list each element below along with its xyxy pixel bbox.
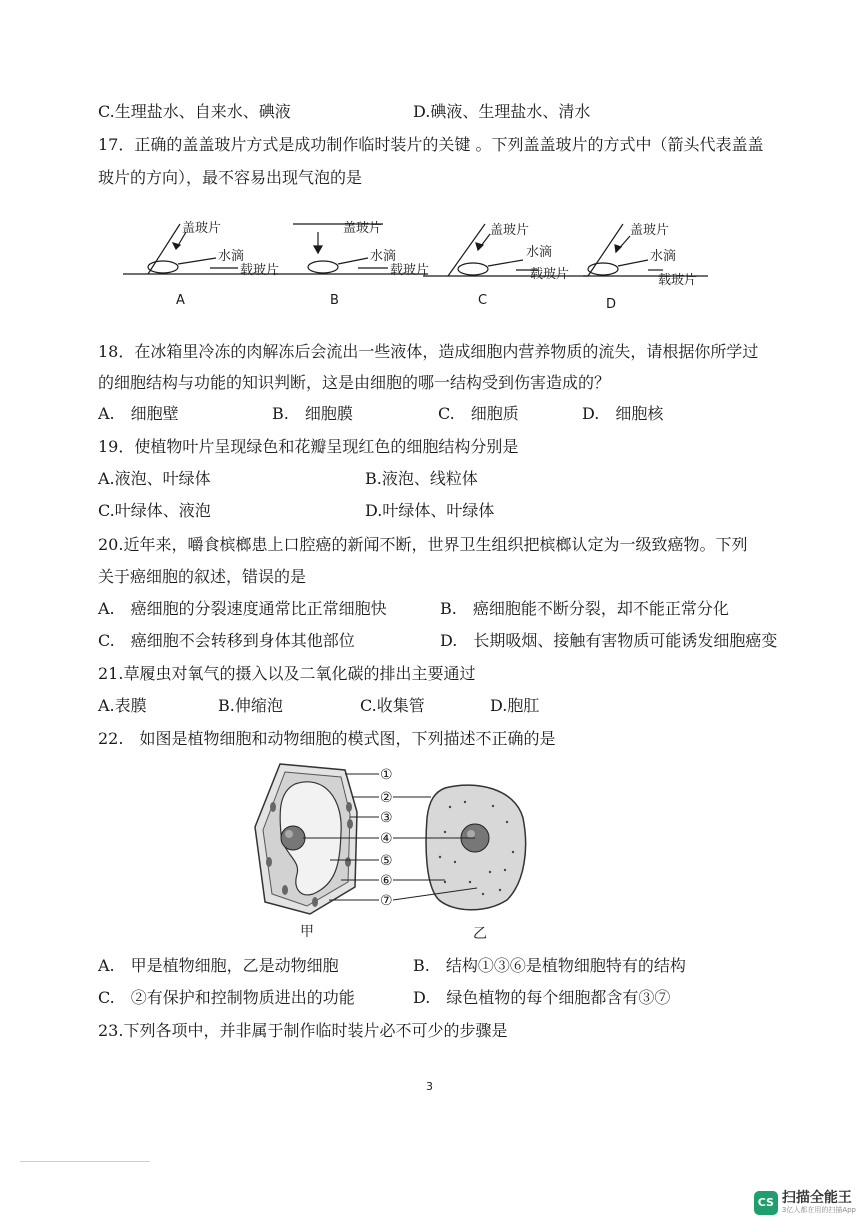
q20-stem-line1: 20.近年来，嚼食槟榔患上口腔癌的新闻不断，世界卫生组织把槟榔认定为一级致癌物。下列 [98, 535, 748, 554]
q18-stem-line1: 18．在冰箱里冷冻的肉解冻后会流出一些液体，造成细胞内营养物质的流失，请根据你所学过 [98, 342, 759, 361]
watermark-name: 扫描全能王 [781, 1190, 852, 1206]
animal-cell-diagram [426, 785, 526, 910]
q20-option-a: A. 癌细胞的分裂速度通常比正常细胞快 [98, 599, 387, 618]
q19-stem: 19．使植物叶片呈现绿色和花瓣呈现红色的细胞结构分别是 [98, 437, 519, 456]
label-b: B [330, 293, 339, 308]
label-n6: ⑥ [380, 873, 393, 889]
label-yi: 乙 [473, 926, 487, 942]
scanner-watermark [754, 1190, 856, 1215]
q23-stem: 23.下列各项中，并非属于制作临时装片必不可少的步骤是 [98, 1021, 508, 1040]
q22-option-a: A. 甲是植物细胞，乙是动物细胞 [98, 956, 339, 975]
q17-stem-line1: 17．正确的盖盖玻片方式是成功制作临时装片的关键 。下列盖盖玻片的方式中（箭头代表盖盖 [98, 135, 764, 154]
label-n7: ⑦ [380, 893, 393, 909]
label-cover-d: 盖玻片 [630, 223, 670, 238]
label-drop-b: 水滴 [370, 249, 397, 264]
label-drop-a: 水滴 [218, 249, 245, 264]
q18-option-d: D. 细胞核 [582, 404, 664, 423]
q20-option-d: D. 长期吸烟、接触有害物质可能诱发细胞癌变 [440, 631, 778, 650]
q21-option-c: C.收集管 [360, 696, 425, 715]
q22-option-c: C. ②有保护和控制物质进出的功能 [98, 988, 355, 1007]
label-slide-c: 载玻片 [530, 267, 570, 282]
q19-option-d: D.叶绿体、叶绿体 [365, 501, 495, 520]
q22-stem: 22. 如图是植物细胞和动物细胞的模式图，下列描述不正确的是 [98, 729, 556, 748]
label-cover-c: 盖玻片 [490, 223, 530, 238]
q19-option-b: B.液泡、线粒体 [365, 469, 478, 488]
coverslip-methods-figure [118, 212, 718, 317]
q18-option-a: A. 细胞壁 [98, 404, 179, 423]
q18-option-c: C. 细胞质 [438, 404, 519, 423]
q18-stem-line2: 的细胞结构与功能的知识判断，这是由细胞的哪一结构受到伤害造成的？ [98, 373, 611, 392]
camscanner-logo-icon: CS [754, 1191, 778, 1215]
q21-option-d: D.胞肛 [490, 696, 540, 715]
label-drop-c: 水滴 [526, 245, 553, 260]
label-drop-d: 水滴 [650, 249, 677, 264]
q19-option-c: C.叶绿体、液泡 [98, 501, 211, 520]
plant-cell-diagram [255, 764, 357, 914]
label-n5: ⑤ [380, 853, 393, 869]
q20-option-c: C. 癌细胞不会转移到身体其他部位 [98, 631, 355, 650]
q21-option-a: A.表膜 [98, 696, 147, 715]
label-n3: ③ [380, 810, 393, 826]
label-cover-a: 盖玻片 [182, 221, 222, 236]
label-a: A [176, 293, 185, 308]
q22-option-d: D. 绿色植物的每个细胞都含有③⑦ [413, 988, 671, 1007]
q20-option-b: B. 癌细胞能不断分裂，却不能正常分化 [440, 599, 729, 618]
q17-stem-line2: 玻片的方向），最不容易出现气泡的是 [98, 168, 363, 187]
label-n4: ④ [380, 831, 393, 847]
label-slide-d: 载玻片 [658, 273, 698, 288]
q18-option-b: B. 细胞膜 [272, 404, 353, 423]
footer-divider [20, 1161, 150, 1162]
q22-option-b: B. 结构①③⑥是植物细胞特有的结构 [413, 956, 686, 975]
label-n2: ② [380, 790, 393, 806]
q20-stem-line2: 关于癌细胞的叙述，错误的是 [98, 567, 307, 586]
label-slide-b: 载玻片 [390, 263, 430, 278]
q16-option-c: C.生理盐水、自来水、碘液 [98, 102, 291, 121]
page-number: 3 [426, 1080, 433, 1093]
q16-option-d: D.碘液、生理盐水、清水 [413, 102, 591, 121]
label-d: D [606, 297, 617, 312]
q21-option-b: B.伸缩泡 [218, 696, 283, 715]
label-jia: 甲 [300, 924, 314, 940]
cell-models-figure [245, 762, 535, 944]
q21-stem: 21.草履虫对氧气的摄入以及二氧化碳的排出主要通过 [98, 664, 476, 683]
watermark-subtitle: 3亿人都在用的扫描App [781, 1206, 856, 1214]
label-slide-a: 载玻片 [240, 263, 280, 278]
label-n1: ① [380, 767, 393, 783]
label-c: C [478, 293, 488, 308]
q19-option-a: A.液泡、叶绿体 [98, 469, 211, 488]
label-cover-b: 盖玻片 [343, 221, 383, 236]
